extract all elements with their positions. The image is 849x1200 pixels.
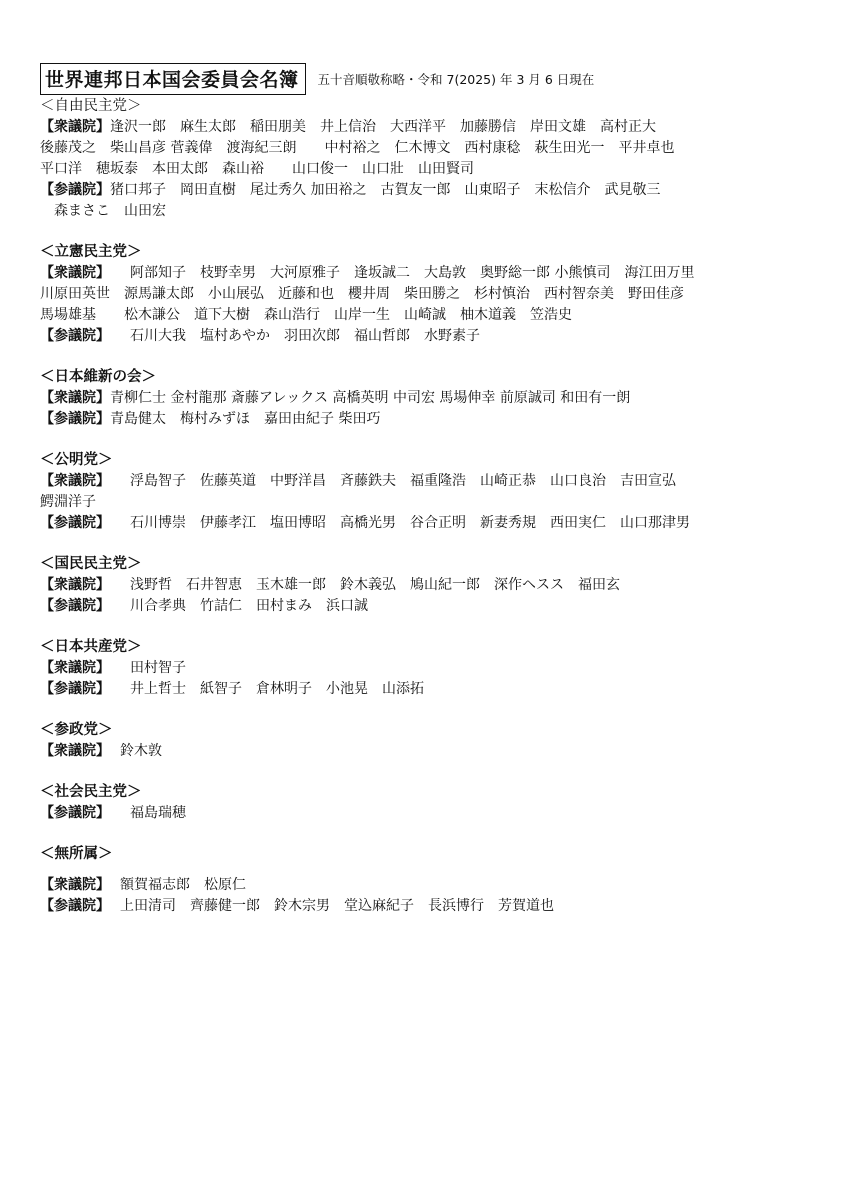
document-page bbox=[40, 62, 820, 917]
party-name: ＜無所属＞ bbox=[40, 846, 113, 862]
party-jcp bbox=[40, 637, 820, 700]
house-label: 【衆議院】 bbox=[40, 390, 110, 406]
house-line bbox=[40, 596, 820, 617]
member-names-line: 鰐淵洋子 bbox=[40, 494, 96, 510]
party-dpfp bbox=[40, 554, 820, 617]
house-label: 【衆議院】 bbox=[40, 119, 110, 135]
house-label: 【参議院】 bbox=[40, 681, 110, 697]
party-komeito bbox=[40, 450, 820, 534]
party-name: ＜国民民主党＞ bbox=[40, 556, 142, 572]
house-label: 【衆議院】 bbox=[40, 877, 110, 893]
house-line bbox=[40, 679, 820, 700]
member-names: 川合孝典 竹詰仁 田村まみ 浜口誠 bbox=[130, 598, 368, 614]
member-names: 浅野哲 石井智恵 玉木雄一郎 鈴木義弘 鳩山紀一郎 深作ヘスス 福田玄 bbox=[130, 577, 620, 593]
member-names: 逢沢一郎 麻生太郎 稲田朋美 井上信治 大西洋平 加藤勝信 岸田文雄 高村正大 bbox=[110, 119, 656, 135]
document-subtitle: 五十音順敬称略・令和 7(2025) 年 3 月 6 日現在 bbox=[317, 72, 595, 87]
house-line bbox=[40, 326, 820, 347]
house-label: 【参議院】 bbox=[40, 805, 110, 821]
house-line bbox=[40, 658, 820, 679]
member-names: 青柳仁士 金村龍那 斎藤アレックス 高橋英明 中司宏 馬場伸幸 前原誠司 和田有一朗 bbox=[110, 390, 631, 406]
party-name: ＜社会民主党＞ bbox=[40, 784, 142, 800]
member-names: 青島健太 梅村みずほ 嘉田由紀子 柴田巧 bbox=[110, 411, 381, 427]
member-names: 上田清司 齊藤健一郎 鈴木宗男 堂込麻紀子 長浜博行 芳賀道也 bbox=[120, 898, 554, 914]
house-line bbox=[40, 117, 820, 138]
house-label: 【参議院】 bbox=[40, 598, 110, 614]
house-line bbox=[40, 741, 820, 762]
house-label: 【参議院】 bbox=[40, 411, 110, 427]
house-line bbox=[40, 875, 820, 896]
house-label: 【衆議院】 bbox=[40, 265, 110, 281]
house-line bbox=[40, 263, 820, 284]
house-line bbox=[40, 409, 820, 430]
party-ldp bbox=[40, 96, 820, 222]
party-name: ＜参政党＞ bbox=[40, 722, 113, 738]
house-label: 【衆議院】 bbox=[40, 577, 110, 593]
member-names: 石川博崇 伊藤孝江 塩田博昭 高橋光男 谷合正明 新妻秀規 西田実仁 山口那津男 bbox=[130, 515, 690, 531]
party-cdp bbox=[40, 242, 820, 347]
party-independent bbox=[40, 844, 820, 917]
member-names: 鈴木敦 bbox=[120, 743, 162, 759]
member-names: 阿部知子 枝野幸男 大河原雅子 逢坂誠二 大島敦 奥野総一郎 小熊慎司 海江田万里 bbox=[130, 265, 695, 281]
member-names: 井上哲士 紙智子 倉林明子 小池晃 山添拓 bbox=[130, 681, 424, 697]
member-names-line: 馬場雄基 松木謙公 道下大樹 森山浩行 山岸一生 山崎誠 柚木道義 笠浩史 bbox=[40, 307, 572, 323]
house-label: 【参議院】 bbox=[40, 328, 110, 344]
member-names: 田村智子 bbox=[130, 660, 186, 676]
party-ishin bbox=[40, 367, 820, 430]
house-line bbox=[40, 803, 820, 824]
house-line bbox=[40, 388, 820, 409]
house-label: 【参議院】 bbox=[40, 898, 110, 914]
member-names-line: 後藤茂之 柴山昌彦 菅義偉 渡海紀三朗 中村裕之 仁木博文 西村康稔 萩生田光一 平井卓也 bbox=[40, 140, 675, 156]
document-header bbox=[40, 62, 820, 96]
member-names: 額賀福志郎 松原仁 bbox=[120, 877, 246, 893]
party-name: ＜立憲民主党＞ bbox=[40, 244, 142, 260]
house-line bbox=[40, 471, 820, 492]
member-names-line: 平口洋 穂坂泰 本田太郎 森山裕 山口俊一 山口壯 山田賢司 bbox=[40, 161, 474, 177]
house-label: 【衆議院】 bbox=[40, 473, 110, 489]
house-line bbox=[40, 180, 820, 201]
member-names: 福島瑞穂 bbox=[130, 805, 186, 821]
member-names-line: 川原田英世 源馬謙太郎 小山展弘 近藤和也 櫻井周 柴田勝之 杉村慎治 西村智奈美 野田佳彦 bbox=[40, 286, 684, 302]
member-names: 猪口邦子 岡田直樹 尾辻秀久 加田裕之 古賀友一郎 山東昭子 末松信介 武見敬三 bbox=[110, 182, 661, 198]
house-label: 【参議院】 bbox=[40, 182, 110, 198]
party-name: ＜日本共産党＞ bbox=[40, 639, 142, 655]
member-names-line: 森まさこ 山田宏 bbox=[54, 203, 166, 219]
document-title: 世界連邦日本国会委員会名簿 bbox=[40, 63, 306, 95]
house-line bbox=[40, 896, 820, 917]
house-label: 【参議院】 bbox=[40, 515, 110, 531]
house-line bbox=[40, 513, 820, 534]
house-line bbox=[40, 575, 820, 596]
party-name: ＜自由民主党＞ bbox=[40, 98, 142, 114]
house-label: 【衆議院】 bbox=[40, 743, 110, 759]
party-sanseito bbox=[40, 720, 820, 762]
member-names: 石川大我 塩村あやか 羽田次郎 福山哲郎 水野素子 bbox=[130, 328, 480, 344]
party-name: ＜日本維新の会＞ bbox=[40, 369, 156, 385]
party-sdp bbox=[40, 782, 820, 824]
party-name: ＜公明党＞ bbox=[40, 452, 113, 468]
member-names: 浮島智子 佐藤英道 中野洋昌 斉藤鉄夫 福重隆浩 山崎正恭 山口良治 吉田宣弘 bbox=[130, 473, 676, 489]
house-label: 【衆議院】 bbox=[40, 660, 110, 676]
